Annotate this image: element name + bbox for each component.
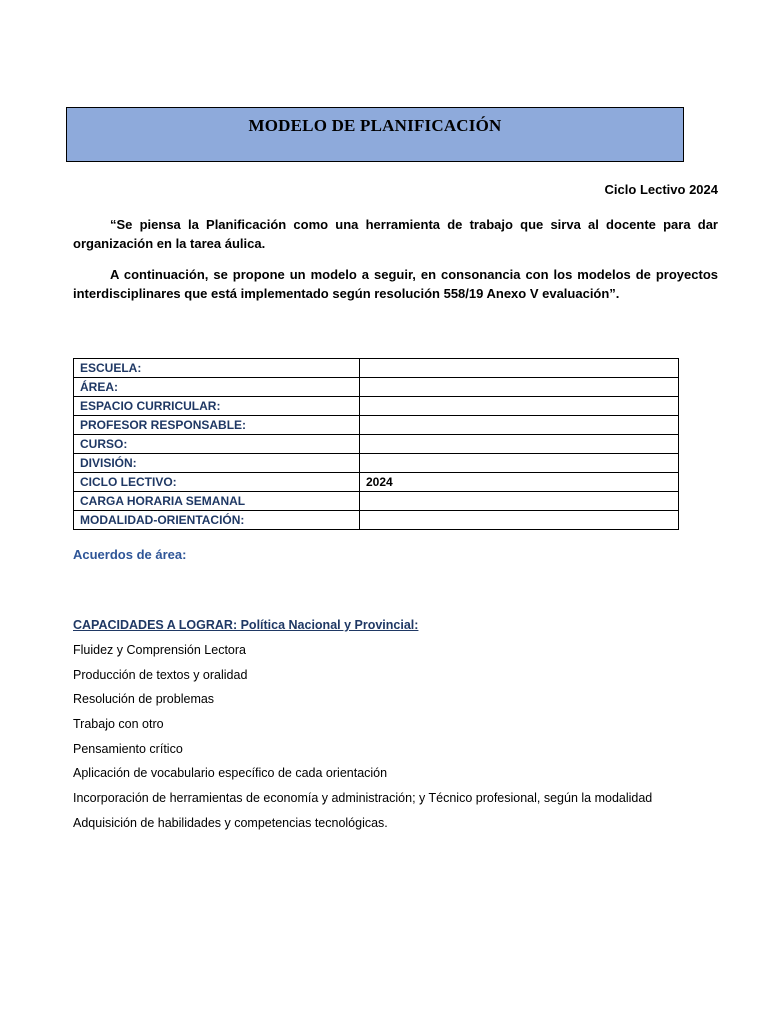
list-item: Adquisición de habilidades y competencias tecnológicas. — [73, 815, 388, 830]
acuerdos-heading: Acuerdos de área: — [73, 547, 187, 562]
row-value-curso[interactable] — [360, 435, 679, 454]
row-label-escuela: ESCUELA: — [74, 359, 360, 378]
table-row — [74, 454, 679, 473]
list-item: Pensamiento crítico — [73, 741, 183, 756]
document-title: MODELO DE PLANIFICACIÓN — [248, 116, 502, 135]
table-row — [74, 378, 679, 397]
row-label-profesor: PROFESOR RESPONSABLE: — [74, 416, 360, 435]
row-value-carga-horaria[interactable] — [360, 492, 679, 511]
row-value-escuela[interactable] — [360, 359, 679, 378]
row-label-curso: CURSO: — [74, 435, 360, 454]
row-label-division: DIVISIÓN: — [74, 454, 360, 473]
row-value-division[interactable] — [360, 454, 679, 473]
ciclo-lectivo-heading: Ciclo Lectivo 2024 — [604, 182, 718, 197]
table-row — [74, 416, 679, 435]
row-label-area: ÁREA: — [74, 378, 360, 397]
intro-paragraph-2: A continuación, se propone un modelo a seguir, en consonancia con los modelos de proyectos interdisciplinares que está implementado según resolución 558/19 Anexo V evaluación”. — [73, 267, 718, 301]
intro-paragraph-1: “Se piensa la Planificación como una herramienta de trabajo que sirva al docente para dar organización en la tarea áulica. — [73, 217, 718, 251]
list-item: Resolución de problemas — [73, 692, 215, 707]
school-info-table — [73, 358, 679, 530]
row-label-espacio-curricular: ESPACIO CURRICULAR: — [74, 397, 360, 416]
list-item: Producción de textos y oralidad — [73, 667, 248, 682]
list-item: Trabajo con otro — [73, 717, 164, 732]
row-value-ciclo-lectivo[interactable]: 2024 — [360, 473, 679, 492]
table-row — [74, 473, 679, 492]
row-label-carga-horaria: CARGA HORARIA SEMANAL — [74, 492, 360, 511]
table-row — [74, 492, 679, 511]
list-item: Fluidez y Comprensión Lectora — [73, 643, 246, 657]
table-row — [74, 511, 679, 530]
row-label-ciclo-lectivo: CICLO LECTIVO: — [74, 473, 360, 492]
capacidades-heading: CAPACIDADES A LOGRAR: Política Nacional y Provincial: — [73, 618, 419, 632]
table-row — [74, 397, 679, 416]
title-banner — [66, 107, 684, 162]
row-label-modalidad: MODALIDAD-ORIENTACIÓN: — [74, 511, 360, 530]
row-value-modalidad[interactable] — [360, 511, 679, 530]
capacidades-list — [73, 640, 652, 838]
row-value-profesor[interactable] — [360, 416, 679, 435]
list-item: Aplicación de vocabulario específico de cada orientación — [73, 766, 388, 781]
row-value-area[interactable] — [360, 378, 679, 397]
table-row — [74, 359, 679, 378]
row-value-espacio-curricular[interactable] — [360, 397, 679, 416]
table-row — [74, 435, 679, 454]
list-item: Incorporación de herramientas de economía y administración; y Técnico profesional, según la modalidad — [73, 791, 653, 806]
